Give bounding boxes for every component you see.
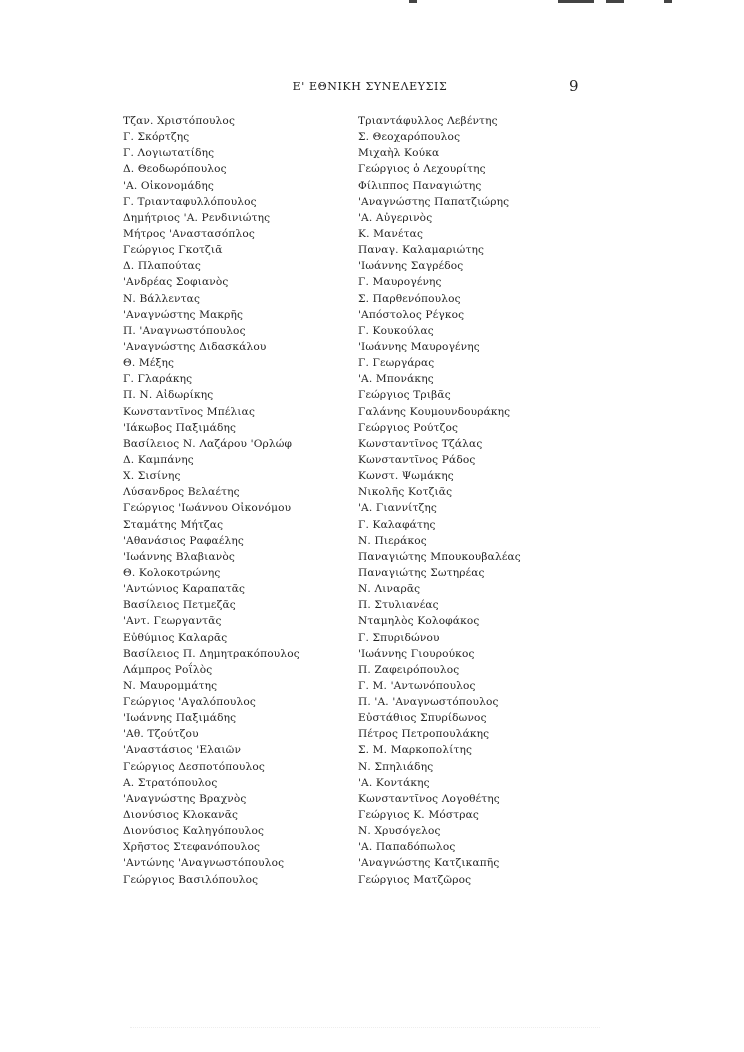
name-entry: 'Αθ. Τζούτζου xyxy=(123,728,199,741)
name-entry: 'Αντ. Γεωργαντᾶς xyxy=(123,615,222,628)
name-entry: Π. Στυλιανέας xyxy=(358,599,439,612)
name-entry: Κωνσταντῖνος Τζάλας xyxy=(358,437,483,450)
scan-mark xyxy=(409,0,417,3)
name-entry: Γ. Κουκούλας xyxy=(358,324,434,337)
name-entry: Μιχαὴλ Κούκα xyxy=(358,147,440,160)
name-entry: Γ. Μ. 'Αντωνόπουλος xyxy=(358,679,476,692)
name-entry: Γ. Καλαφάτης xyxy=(358,518,436,531)
name-entry: Γεώργιος 'Ιωάννου Οἰκονόμου xyxy=(123,502,292,515)
name-entry: 'Αντώνης 'Αναγνωστόπουλος xyxy=(123,857,285,870)
name-entry: Γ. Τριανταφυλλόπουλος xyxy=(123,195,257,208)
name-entry: 'Αναγνώστης Παπατζιώρης xyxy=(358,195,510,208)
name-entry: Λάμπρος Ροΐλὸς xyxy=(123,663,213,676)
name-entry: Π. 'Α. 'Αναγνωστόπουλος xyxy=(358,696,499,709)
name-entry: Κωνσταντῖνος Λογοθέτης xyxy=(358,792,500,805)
name-entry: Π. 'Αναγνωστόπουλος xyxy=(123,324,246,337)
name-entry: Γ. Λογιωτατίδης xyxy=(123,147,215,160)
scan-edge-marks xyxy=(0,0,744,8)
name-entry: Σ. Παρθενόπουλος xyxy=(358,292,461,305)
name-entry: Α. Στρατόπουλος xyxy=(123,776,218,789)
name-entry: Πέτρος Πετροπουλάκης xyxy=(358,728,490,741)
name-entry: 'Ιωάννης Σαγρέδος xyxy=(358,260,464,273)
name-entry: Γεώργιος Ρούτζος xyxy=(358,421,459,434)
name-entry: Διονύσιος Καληγόπουλος xyxy=(123,825,265,838)
name-entry: Τριαντάφυλλος Λεβέντης xyxy=(358,115,498,127)
name-entry: Νταμηλὸς Κολοφάκος xyxy=(358,615,480,628)
running-header xyxy=(0,77,744,100)
name-entry: 'Ιωάννης Γιουρούκος xyxy=(358,647,475,660)
name-entry: 'Αναγνώστης Διδασκάλου xyxy=(123,340,267,353)
name-entry: Γαλάνης Κουμουνδουράκης xyxy=(358,405,511,418)
name-entry: Χ. Σισίνης xyxy=(123,470,181,483)
name-entry: 'Ιωάννης Μαυρογένης xyxy=(358,340,480,353)
name-entry: Γ. Γεωργάρας xyxy=(358,357,435,370)
names-list-left xyxy=(123,113,333,888)
name-entry: Κ. Μανέτας xyxy=(358,227,424,240)
name-entry: Σ. Μ. Μαρκοπολίτης xyxy=(358,744,473,757)
scan-mark xyxy=(664,0,672,3)
name-entry: 'Ιωάννης Βλαβιανὸς xyxy=(123,550,235,563)
name-entry: Ν. Χρυσόγελος xyxy=(358,825,441,838)
name-entry: Ν. Σπηλιάδης xyxy=(358,760,434,773)
name-entry: Τζαν. Χριστόπουλος xyxy=(123,115,236,127)
name-entry: Γεώργιος Κ. Μόστρας xyxy=(358,809,480,822)
name-entry: 'Α. Μπονάκης xyxy=(358,373,434,386)
name-entry: Παναγιώτης Σωτηρέας xyxy=(358,566,485,579)
name-entry: Ν. Μαυρομμάτης xyxy=(123,679,218,692)
name-entry: 'Αναγνώστης Βραχνὸς xyxy=(123,792,247,805)
name-entry: 'Αναγνώστης Μακρῆς xyxy=(123,308,244,321)
name-entry: 'Αντώνιος Καραπατᾶς xyxy=(123,583,246,596)
name-entry: Βασίλειος Π. Δημητρακόπουλος xyxy=(123,647,300,660)
name-entry: 'Αναστάσιος 'Ελαιῶν xyxy=(123,744,242,757)
name-entry: Θ. Μέξης xyxy=(123,357,175,370)
name-entry: Δημήτριος 'Α. Ρενδινιώτης xyxy=(123,211,271,224)
scan-bottom-edge xyxy=(130,1027,600,1030)
name-entry: Δ. Θεοδωρόπουλος xyxy=(123,163,227,176)
name-entry: Γεώργιος ὁ Λεχουρίτης xyxy=(358,163,486,176)
name-entry: Κωνσταντῖνος Μπέλιας xyxy=(123,405,256,418)
scan-mark xyxy=(558,0,594,3)
name-entry: Γ. Σκόρτζης xyxy=(123,131,190,144)
name-entry: 'Α. Αὐγερινὸς xyxy=(358,211,433,224)
name-entry: 'Α. Παπαδόπωλος xyxy=(358,841,456,854)
name-entry: 'Ανδρέας Σοφιανὸς xyxy=(123,276,229,289)
header-title: Ε' ΕΘΝΙΚΗ ΣΥΝΕΛΕΥΣΙΣ xyxy=(292,80,448,93)
name-entry: Γεώργιος 'Αγαλόπουλος xyxy=(123,696,256,709)
name-entry: Γ. Μαυρογένης xyxy=(358,276,442,289)
name-entry: Μήτρος 'Αναστασόπλος xyxy=(123,227,255,240)
name-entry: 'Α. Κοντάκης xyxy=(358,776,430,789)
name-entry: Ν. Πιεράκος xyxy=(358,534,427,547)
name-entry: Γεώργιος Ματζῶρος xyxy=(358,873,472,886)
name-entry: Θ. Κολοκοτρώνης xyxy=(123,566,221,579)
name-entry: Παναγ. Καλαμαριώτης xyxy=(358,244,485,257)
name-entry: Εὐθύμιος Καλαρᾶς xyxy=(123,631,228,644)
name-entry: Κωνσταντῖνος Ράδος xyxy=(358,453,476,466)
name-entry: Νικολῆς Κοτζιᾶς xyxy=(358,486,453,499)
name-entry: Βασίλειος Πετμεζᾶς xyxy=(123,599,236,612)
name-entry: Σταμάτης Μήτζας xyxy=(123,518,224,531)
name-entry: Λύσανδρος Βελαέτης xyxy=(123,486,240,499)
name-entry: Σ. Θεοχαρόπουλος xyxy=(358,131,461,144)
name-entry: Γ. Γλαράκης xyxy=(123,373,193,386)
name-entry: Π. Ζαφειρόπουλος xyxy=(358,663,460,676)
name-entry: 'Α. Γιαννίτζης xyxy=(358,502,437,515)
name-entry: Δ. Καμπάνης xyxy=(123,453,194,466)
name-entry: Γ. Σπυριδώνου xyxy=(358,631,440,644)
name-entry: 'Ιωάννης Παξιμάδης xyxy=(123,712,237,725)
name-entry: 'Ιάκωβος Παξιμάδης xyxy=(123,421,237,434)
name-entry: Ν. Λιναρᾶς xyxy=(358,583,421,596)
page-number: 9 xyxy=(569,77,579,95)
name-entry: Κωνστ. Ψωμάκης xyxy=(358,470,454,483)
name-entry: Διονύσιος Κλοκανᾶς xyxy=(123,809,239,822)
name-entry: 'Α. Οἰκονομάδης xyxy=(123,179,214,192)
name-entry: 'Αθανάσιος Ραφαέλης xyxy=(123,534,244,547)
name-entry: Βασίλειος Ν. Λαζάρου 'Ορλώφ xyxy=(123,437,293,450)
name-entry: Γεώργιος Γκοτζιᾶ xyxy=(123,244,223,257)
name-entry: Γεώργιος Δεσποτόπουλος xyxy=(123,760,265,773)
scan-mark xyxy=(606,0,624,3)
name-entry: Ν. Βάλλεντας xyxy=(123,292,201,305)
name-entry: Φίλιππος Παναγιώτης xyxy=(358,179,482,192)
name-entry: Παναγιώτης Μπουκουβαλέας xyxy=(358,550,521,563)
name-entry: Γεώργιος Βασιλόπουλος xyxy=(123,873,259,886)
name-entry: Εὐστάθιος Σπυρίδωνος xyxy=(358,712,487,725)
name-entry: 'Απόστολος Ρέγκος xyxy=(358,308,465,321)
name-entry: 'Αναγνώστης Κατζικαπῆς xyxy=(358,857,500,870)
name-entry: Δ. Πλαπούτας xyxy=(123,260,202,273)
name-entry: Γεώργιος Τριβᾶς xyxy=(358,389,451,402)
name-entry: Χρῆστος Στεφανόπουλος xyxy=(123,841,261,854)
name-entry: Π. Ν. Αἰδωρίκης xyxy=(123,389,214,402)
names-list-right xyxy=(358,113,588,888)
